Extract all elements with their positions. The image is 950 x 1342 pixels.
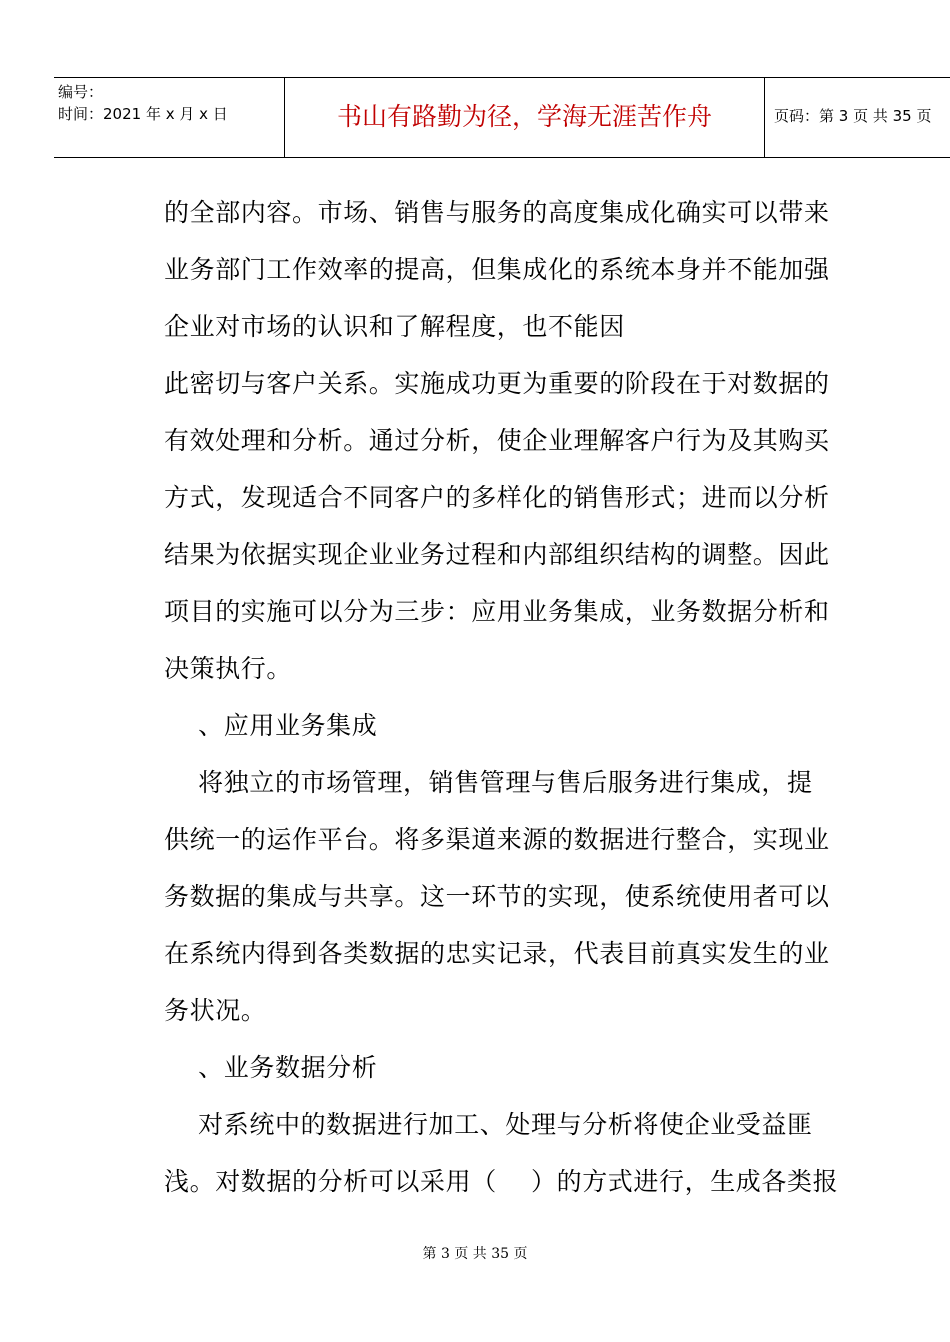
header-motto-cell <box>284 78 765 157</box>
section-heading: 、业务数据分析 <box>164 1053 378 1082</box>
body-line: 项目的实施可以分为三步：应用业务集成，业务数据分析和 <box>164 597 830 626</box>
header-meta-cell <box>54 78 284 157</box>
body-line: 此密切与客户关系。实施成功更为重要的阶段在于对数据的 <box>164 369 830 398</box>
body-line: 方式，发现适合不同客户的多样化的销售形式；进而以分析 <box>164 483 830 512</box>
document-header <box>54 77 950 158</box>
serial-number-label: 编号： <box>58 83 104 101</box>
date-label: 时间：2021 年 x 月 x 日 <box>58 105 228 123</box>
body-line: 的全部内容。市场、销售与服务的高度集成化确实可以带来 <box>164 198 830 227</box>
body-line: 有效处理和分析。通过分析，使企业理解客户行为及其购买 <box>164 426 830 455</box>
header-page-cell <box>764 78 950 157</box>
body-line: 务数据的集成与共享。这一环节的实现，使系统使用者可以 <box>164 882 830 911</box>
body-line: 对系统中的数据进行加工、处理与分析将使企业受益匪 <box>164 1110 813 1139</box>
page-footer: 第 3 页 共 35 页 <box>422 1246 528 1262</box>
header-page-info: 页码：第 3 页 共 35 页 <box>774 107 932 125</box>
body-line: 供统一的运作平台。将多渠道来源的数据进行整合，实现业 <box>164 825 830 854</box>
body-line: 结果为依据实现企业业务过程和内部组织结构的调整。因此 <box>164 540 830 569</box>
body-line: 浅。对数据的分析可以采用（ ）的方式进行，生成各类报 <box>164 1167 839 1196</box>
section-heading: 、应用业务集成 <box>164 711 378 740</box>
body-line: 决策执行。 <box>164 654 293 683</box>
body-line: 企业对市场的认识和了解程度，也不能因 <box>164 312 625 341</box>
header-motto: 书山有路勤为径，学海无涯苦作舟 <box>336 102 712 131</box>
body-line: 将独立的市场管理，销售管理与售后服务进行集成，提 <box>164 768 813 797</box>
document-body <box>164 184 850 1210</box>
body-line: 在系统内得到各类数据的忠实记录，代表目前真实发生的业 <box>164 939 830 968</box>
body-line: 务状况。 <box>164 996 267 1025</box>
body-line: 业务部门工作效率的提高，但集成化的系统本身并不能加强 <box>164 255 830 284</box>
